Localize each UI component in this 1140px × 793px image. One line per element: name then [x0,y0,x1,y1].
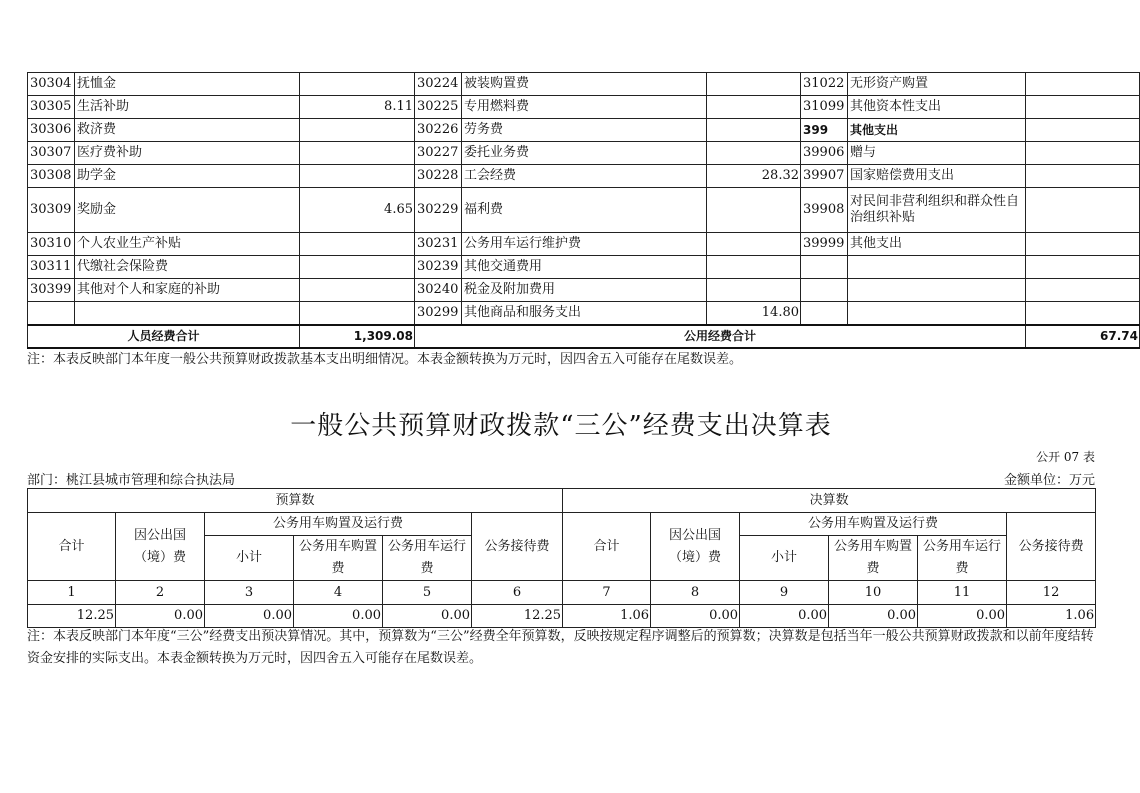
actual-total-header: 合计 [563,513,651,581]
amount-cell [300,233,415,256]
amount-cell: 0.00 [205,605,294,628]
amount-cell: 0.00 [116,605,205,628]
item-name-cell [848,279,1026,302]
item-name-cell: 国家赔偿费用支出 [848,165,1026,188]
budget-subtotal-header: 小计 [205,536,294,581]
table-row [28,96,1140,119]
code-cell: 30310 [28,233,75,256]
table-row [28,142,1140,165]
code-cell: 30227 [415,142,462,165]
item-name-cell: 公务用车运行维护费 [462,233,707,256]
amount-cell [707,119,801,142]
item-name-cell: 救济费 [75,119,300,142]
amount-cell [1026,188,1140,233]
amount-cell [300,119,415,142]
amount-cell: 0.00 [740,605,829,628]
total-personnel-value: 1,309.08 [300,325,415,348]
item-name-cell: 其他支出 [848,233,1026,256]
column-number-cell: 10 [829,581,918,605]
actual-subtotal-header: 小计 [740,536,829,581]
amount-cell [1026,233,1140,256]
department-label: 部门：桃江县城市管理和综合执法局 [27,473,236,488]
amount-cell [707,188,801,233]
column-number-cell: 2 [116,581,205,605]
budget-vehicle-header: 公务用车购置及运行费 [205,513,472,536]
amount-cell: 0.00 [829,605,918,628]
item-name-cell: 工会经费 [462,165,707,188]
budget-operate-header: 公务用车运行费 [383,536,472,581]
actual-reception-header: 公务接待费 [1007,513,1096,581]
item-name-cell: 被装购置费 [462,73,707,96]
item-name-cell: 其他资本性支出 [848,96,1026,119]
column-number-cell: 6 [472,581,563,605]
budget-header: 预算数 [28,489,563,513]
values-row [28,605,1096,628]
code-cell: 39908 [801,188,848,233]
amount-cell [1026,279,1140,302]
amount-cell [300,73,415,96]
amount-cell [707,233,801,256]
code-cell: 30224 [415,73,462,96]
three-public-expenses-table [27,488,1096,628]
item-name-cell: 其他支出 [848,119,1026,142]
item-name-cell [75,302,300,325]
amount-cell: 1.06 [1007,605,1096,628]
item-name-cell: 医疗费补助 [75,142,300,165]
code-cell: 30309 [28,188,75,233]
code-cell: 30304 [28,73,75,96]
unit-label: 金额单位：万元 [1003,473,1095,488]
amount-cell: 0.00 [918,605,1007,628]
amount-cell: 0.00 [651,605,740,628]
code-cell [28,302,75,325]
item-name-cell: 其他对个人和家庭的补助 [75,279,300,302]
budget-abroad-header: 因公出国（境）费 [116,513,205,581]
item-name-cell: 赠与 [848,142,1026,165]
column-number-cell: 7 [563,581,651,605]
budget-total-header: 合计 [28,513,116,581]
table-row [28,119,1140,142]
table-row [28,165,1140,188]
amount-cell: 4.65 [300,188,415,233]
code-cell: 31099 [801,96,848,119]
table1-note: 注：本表反映部门本年度一般公共预算财政拨款基本支出明细情况。本表金额转换为万元时，因四舍五入可能存在尾数误差。 [27,352,743,367]
code-cell: 30228 [415,165,462,188]
table-row [28,188,1140,233]
item-name-cell: 劳务费 [462,119,707,142]
column-number-cell: 3 [205,581,294,605]
total-public-value: 67.74 [1026,325,1140,348]
code-cell: 30226 [415,119,462,142]
item-name-cell: 个人农业生产补贴 [75,233,300,256]
amount-cell: 1.06 [563,605,651,628]
code-cell: 30225 [415,96,462,119]
amount-cell [707,96,801,119]
item-name-cell: 委托业务费 [462,142,707,165]
code-cell: 30308 [28,165,75,188]
total-public-label: 公用经费合计 [415,325,1026,348]
amount-cell [1026,142,1140,165]
column-number-cell: 1 [28,581,116,605]
table-row [28,279,1140,302]
column-number-cell: 11 [918,581,1007,605]
code-cell: 399 [801,119,848,142]
column-number-cell: 9 [740,581,829,605]
column-number-cell: 8 [651,581,740,605]
column-number-cell: 4 [294,581,383,605]
column-number-cell: 5 [383,581,472,605]
amount-cell [1026,119,1140,142]
item-name-cell: 抚恤金 [75,73,300,96]
column-number-cell: 12 [1007,581,1096,605]
code-cell: 30399 [28,279,75,302]
table-row [28,256,1140,279]
table-row [28,302,1140,325]
total-personnel-label: 人员经费合计 [28,325,300,348]
amount-cell [300,256,415,279]
form-number: 公开 07 表 [1036,450,1095,464]
code-cell: 30231 [415,233,462,256]
item-name-cell: 生活补助 [75,96,300,119]
amount-cell [300,302,415,325]
amount-cell [1026,302,1140,325]
code-cell: 31022 [801,73,848,96]
expenditure-detail-table [27,72,1140,349]
item-name-cell: 其他商品和服务支出 [462,302,707,325]
code-cell [801,302,848,325]
item-name-cell [848,302,1026,325]
amount-cell: 12.25 [472,605,563,628]
item-name-cell: 对民间非营利组织和群众性自治组织补贴 [848,188,1026,233]
code-cell: 30305 [28,96,75,119]
budget-purchase-header: 公务用车购置费 [294,536,383,581]
amount-cell [1026,73,1140,96]
table-row [28,233,1140,256]
code-cell: 39906 [801,142,848,165]
code-cell: 30229 [415,188,462,233]
totals-row [28,325,1140,348]
table2-note: 注：本表反映部门本年度“三公”经费支出预决算情况。其中，预算数为“三公”经费全年预算数，反映按规定程序调整后的预算数；决算数是包括当年一般公共预算财政拨款和以前年度结转资金安排的实际支出。本表金额转换为万元时，因四舍五入可能存在尾数误差。 [27,629,1094,666]
amount-cell [300,165,415,188]
code-cell: 39907 [801,165,848,188]
amount-cell [707,279,801,302]
item-name-cell: 福利费 [462,188,707,233]
actual-abroad-header: 因公出国（境）费 [651,513,740,581]
item-name-cell: 其他交通费用 [462,256,707,279]
table-row [28,73,1140,96]
page-title: 一般公共预算财政拨款“三公”经费支出决算表 [290,411,832,441]
amount-cell [300,142,415,165]
actual-header: 决算数 [563,489,1096,513]
amount-cell: 12.25 [28,605,116,628]
item-name-cell: 助学金 [75,165,300,188]
amount-cell: 0.00 [294,605,383,628]
item-name-cell [848,256,1026,279]
amount-cell: 14.80 [707,302,801,325]
amount-cell [1026,256,1140,279]
code-cell: 30240 [415,279,462,302]
amount-cell [707,142,801,165]
amount-cell: 8.11 [300,96,415,119]
amount-cell [707,256,801,279]
code-cell: 30307 [28,142,75,165]
amount-cell [1026,96,1140,119]
code-cell: 30299 [415,302,462,325]
code-cell: 30306 [28,119,75,142]
actual-operate-header: 公务用车运行费 [918,536,1007,581]
actual-vehicle-header: 公务用车购置及运行费 [740,513,1007,536]
amount-cell: 28.32 [707,165,801,188]
code-cell: 30311 [28,256,75,279]
item-name-cell: 无形资产购置 [848,73,1026,96]
column-number-row [28,581,1096,605]
amount-cell [1026,165,1140,188]
amount-cell [707,73,801,96]
item-name-cell: 奖励金 [75,188,300,233]
actual-purchase-header: 公务用车购置费 [829,536,918,581]
code-cell: 30239 [415,256,462,279]
item-name-cell: 代缴社会保险费 [75,256,300,279]
amount-cell: 0.00 [383,605,472,628]
budget-reception-header: 公务接待费 [472,513,563,581]
code-cell [801,279,848,302]
item-name-cell: 税金及附加费用 [462,279,707,302]
code-cell [801,256,848,279]
amount-cell [300,279,415,302]
item-name-cell: 专用燃料费 [462,96,707,119]
code-cell: 39999 [801,233,848,256]
